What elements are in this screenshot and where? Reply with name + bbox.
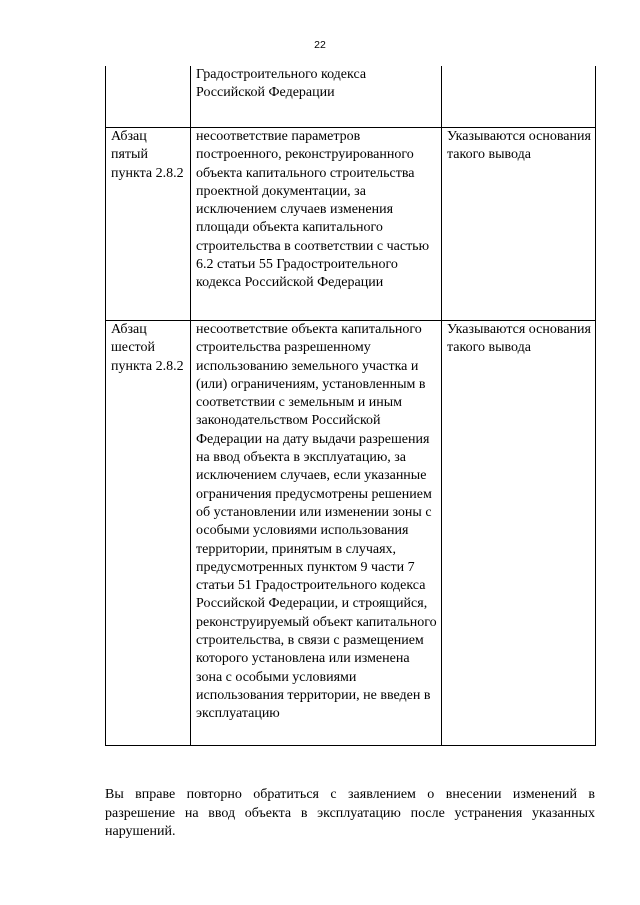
- table-cell-paragraph-ref: Абзац шестой пункта 2.8.2: [106, 321, 191, 746]
- table-cell-reason: Градостроительного кодекса Российской Федерации: [191, 66, 442, 128]
- footer-paragraph: Вы вправе повторно обратиться с заявлением о внесении изменений в разрешение на ввод объекта в эксплуатацию после устранения указанных нарушений.: [105, 787, 595, 839]
- table-row-continuation: [106, 66, 596, 128]
- grounds-table: [105, 66, 596, 746]
- table-cell-explanation: Указываются основания такого вывода: [442, 128, 596, 321]
- table-cell-paragraph-ref: [106, 66, 191, 128]
- table-row: [106, 128, 596, 321]
- table-cell-paragraph-ref: Абзац пятый пункта 2.8.2: [106, 128, 191, 321]
- table-cell-reason: несоответствие параметров построенного, реконструированного объекта капитального строительства проектной документации, за исключением случаев изменения площади объекта капитального строительства в соответствии с частью 6.2 статьи 55 Градостроительного кодекса Российской Федерации: [191, 128, 442, 321]
- table-row: [106, 321, 596, 746]
- page-number: 22: [314, 39, 326, 51]
- table-cell-reason: несоответствие объекта капитального строительства разрешенному использованию земельного участка и (или) ограничениям, установленным в соответствии с земельным и иным законодательством Российской Федерации на дату выдачи разрешения на ввод объекта в эксплуатацию, за исключением случаев, если указанные ограничения предусмотрены решением об установлении или изменении зоны с особыми условиями использования территории, принятым в случаях, предусмотренных пунктом 9 части 7 статьи 51 Градостроительного кодекса Российской Федерации, и строящийся, реконструируемый объект капитального строительства, в связи с размещением которого установлена или изменена зона с особыми условиями использования территории, не введен в эксплуатацию: [191, 321, 442, 746]
- table-cell-explanation: Указываются основания такого вывода: [442, 321, 596, 746]
- table-cell-explanation: [442, 66, 596, 128]
